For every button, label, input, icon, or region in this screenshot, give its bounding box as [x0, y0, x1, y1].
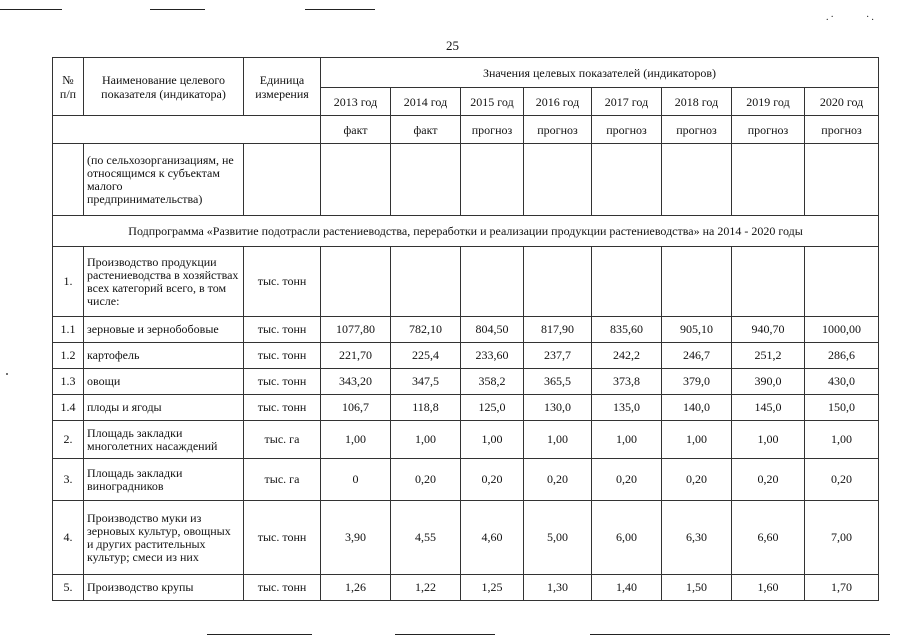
row-number: 1. — [53, 247, 84, 317]
col-header-name: Наименование целевого показателя (индикатора) — [84, 58, 244, 116]
bottom-rule-2 — [395, 634, 495, 635]
value-cell: 140,0 — [662, 395, 732, 421]
row-number: 1.4 — [53, 395, 84, 421]
value-cell: 242,2 — [592, 343, 662, 369]
value-cell — [662, 247, 732, 317]
bottom-rule-1 — [207, 634, 312, 635]
value-cell: 7,00 — [805, 501, 879, 575]
value-cell: 390,0 — [732, 369, 805, 395]
type-header: прогноз — [461, 116, 524, 144]
value-cell: 6,60 — [732, 501, 805, 575]
row-unit: тыс. тонн — [244, 343, 321, 369]
corner-dots-right: ·. — [866, 12, 876, 23]
row-unit — [244, 144, 321, 216]
subprogram-row — [53, 216, 879, 247]
value-cell: 1,00 — [461, 421, 524, 459]
value-cell: 365,5 — [524, 369, 592, 395]
value-cell: 1,00 — [321, 421, 391, 459]
value-cell — [321, 247, 391, 317]
value-cell: 237,7 — [524, 343, 592, 369]
value-cell: 0,20 — [391, 459, 461, 501]
value-cell: 4,60 — [461, 501, 524, 575]
value-cell: 3,90 — [321, 501, 391, 575]
row-number: 1.2 — [53, 343, 84, 369]
type-header: прогноз — [662, 116, 732, 144]
value-cell: 430,0 — [805, 369, 879, 395]
row-name: картофель — [84, 343, 244, 369]
value-cell — [592, 247, 662, 317]
scan-speck — [6, 373, 8, 375]
value-cell: 347,5 — [391, 369, 461, 395]
value-cell: 1,26 — [321, 575, 391, 601]
row-unit: тыс. тонн — [244, 247, 321, 317]
table-row — [53, 247, 879, 317]
value-cell: 1077,80 — [321, 317, 391, 343]
row-name: Производство крупы — [84, 575, 244, 601]
row-name: Площадь закладки виноградников — [84, 459, 244, 501]
indicators-table — [52, 57, 879, 601]
value-cell: 6,00 — [592, 501, 662, 575]
year-header: 2017 год — [592, 88, 662, 116]
row-name: зерновые и зернобобовые — [84, 317, 244, 343]
row-name: Производство продукции растениеводства в хозяйствах всех категорий всего, в том числе: — [84, 247, 244, 317]
row-name: плоды и ягоды — [84, 395, 244, 421]
value-cell: 1,00 — [732, 421, 805, 459]
value-cell: 233,60 — [461, 343, 524, 369]
value-cell — [391, 247, 461, 317]
year-header: 2013 год — [321, 88, 391, 116]
value-cell: 251,2 — [732, 343, 805, 369]
value-cell: 0 — [321, 459, 391, 501]
value-cell: 0,20 — [592, 459, 662, 501]
value-cell: 1,50 — [662, 575, 732, 601]
value-cell: 286,6 — [805, 343, 879, 369]
row-unit: тыс. тонн — [244, 317, 321, 343]
value-cell: 1,22 — [391, 575, 461, 601]
table-row — [53, 421, 879, 459]
table-row — [53, 501, 879, 575]
value-cell: 1,40 — [592, 575, 662, 601]
value-cell: 817,90 — [524, 317, 592, 343]
row-unit: тыс. тонн — [244, 395, 321, 421]
table-row — [53, 459, 879, 501]
year-header: 2016 год — [524, 88, 592, 116]
value-cell: 0,20 — [461, 459, 524, 501]
value-cell: 5,00 — [524, 501, 592, 575]
page-number: 25 — [446, 38, 459, 53]
row-number — [53, 144, 84, 216]
value-cell: 1,25 — [461, 575, 524, 601]
value-cell: 221,70 — [321, 343, 391, 369]
col-header-number: № п/п — [53, 58, 84, 116]
value-cell: 246,7 — [662, 343, 732, 369]
value-cell: 0,20 — [732, 459, 805, 501]
row-unit: тыс. га — [244, 459, 321, 501]
table-row — [53, 395, 879, 421]
row-name: овощи — [84, 369, 244, 395]
row-unit: тыс. тонн — [244, 575, 321, 601]
year-header: 2015 год — [461, 88, 524, 116]
row-name: Производство муки из зерновых культур, овощных и других растительных культур; смеси из них — [84, 501, 244, 575]
value-cell: 1,00 — [592, 421, 662, 459]
value-cell: 118,8 — [391, 395, 461, 421]
value-cell — [524, 247, 592, 317]
value-cell: 150,0 — [805, 395, 879, 421]
value-cell: 782,10 — [391, 317, 461, 343]
value-cell: 1,60 — [732, 575, 805, 601]
value-cell: 0,20 — [662, 459, 732, 501]
value-cell: 379,0 — [662, 369, 732, 395]
value-cell: 0,20 — [805, 459, 879, 501]
corner-dots-left: .· — [826, 12, 836, 23]
value-cell: 125,0 — [461, 395, 524, 421]
value-cell: 4,55 — [391, 501, 461, 575]
type-header: прогноз — [732, 116, 805, 144]
value-cell: 6,30 — [662, 501, 732, 575]
row-number: 4. — [53, 501, 84, 575]
value-cell: 145,0 — [732, 395, 805, 421]
table-row — [53, 317, 879, 343]
value-cell — [805, 247, 879, 317]
type-header: факт — [321, 116, 391, 144]
type-header: прогноз — [805, 116, 879, 144]
row-unit: тыс. га — [244, 421, 321, 459]
top-rule-1 — [0, 9, 62, 10]
top-rule-3 — [305, 9, 375, 10]
value-cell: 1,30 — [524, 575, 592, 601]
value-cell: 0,20 — [524, 459, 592, 501]
value-cell: 358,2 — [461, 369, 524, 395]
value-cell: 130,0 — [524, 395, 592, 421]
bottom-rule-3 — [590, 634, 890, 635]
type-header-spacer — [53, 116, 321, 144]
value-cell: 343,20 — [321, 369, 391, 395]
value-cell: 905,10 — [662, 317, 732, 343]
table-row-note — [53, 144, 879, 216]
value-cell: 1000,00 — [805, 317, 879, 343]
row-name: Площадь закладки многолетних насаждений — [84, 421, 244, 459]
row-number: 3. — [53, 459, 84, 501]
type-header: факт — [391, 116, 461, 144]
col-header-unit: Единица измерения — [244, 58, 321, 116]
row-number: 2. — [53, 421, 84, 459]
col-header-values-group: Значения целевых показателей (индикаторов) — [321, 58, 879, 88]
header-row-1 — [53, 58, 879, 88]
table-row — [53, 369, 879, 395]
subprogram-title: Подпрограмма «Развитие подотрасли растениеводства, переработки и реализации продукции растениеводства» на 2014 - 2020 годы — [53, 216, 879, 247]
value-cell: 1,00 — [662, 421, 732, 459]
row-number: 1.1 — [53, 317, 84, 343]
year-header: 2014 год — [391, 88, 461, 116]
year-header: 2018 год — [662, 88, 732, 116]
year-header: 2019 год — [732, 88, 805, 116]
value-cell: 225,4 — [391, 343, 461, 369]
type-header: прогноз — [592, 116, 662, 144]
table-row — [53, 575, 879, 601]
row-number: 5. — [53, 575, 84, 601]
header-row-types — [53, 116, 879, 144]
value-cell: 135,0 — [592, 395, 662, 421]
value-cell: 804,50 — [461, 317, 524, 343]
value-cell — [461, 247, 524, 317]
top-rule-2 — [150, 9, 205, 10]
value-cell: 106,7 — [321, 395, 391, 421]
row-number: 1.3 — [53, 369, 84, 395]
value-cell: 1,00 — [524, 421, 592, 459]
type-header: прогноз — [524, 116, 592, 144]
year-header: 2020 год — [805, 88, 879, 116]
value-cell: 373,8 — [592, 369, 662, 395]
table-row — [53, 343, 879, 369]
row-unit: тыс. тонн — [244, 501, 321, 575]
row-unit: тыс. тонн — [244, 369, 321, 395]
value-cell: 1,00 — [805, 421, 879, 459]
row-name: (по сельхозорганизациям, не относящимся к субъектам малого предпринимательства) — [84, 144, 244, 216]
value-cell — [732, 247, 805, 317]
value-cell: 940,70 — [732, 317, 805, 343]
value-cell: 1,70 — [805, 575, 879, 601]
value-cell: 835,60 — [592, 317, 662, 343]
value-cell: 1,00 — [391, 421, 461, 459]
